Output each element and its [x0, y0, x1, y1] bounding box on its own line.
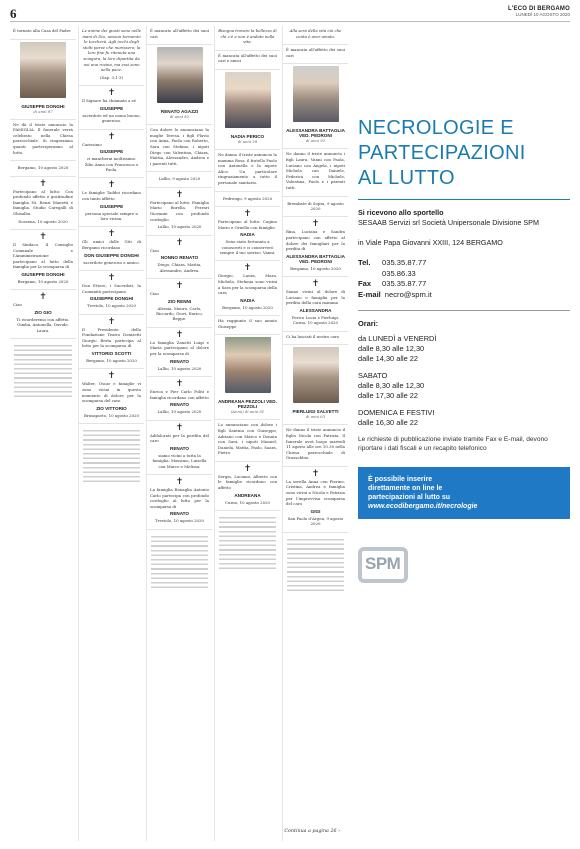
portrait-photo	[293, 347, 339, 403]
obituary-notice	[79, 130, 144, 179]
deceased-name: RENATO	[170, 402, 189, 408]
deceased-name: NADIA	[240, 297, 255, 303]
obituary-notice	[283, 405, 348, 425]
notice-signature: Ti ricorderemo con affetto. Gimba, Antonella, Davide, Laura.	[16, 316, 70, 333]
obituary-notice	[10, 177, 76, 230]
cross-icon: ✝	[107, 180, 116, 191]
notice-text: È mancata all'affetto dei suoi cari	[286, 47, 345, 58]
cross-icon: ✝	[311, 468, 320, 479]
promo-url-link[interactable]: www.ecodibergamo.it/necrologie	[368, 503, 478, 510]
notice-text: È mancato all'affetto dei suoi cari	[150, 28, 209, 39]
obituary-notice	[215, 261, 280, 316]
deceased-name: GIUSEPPE	[99, 203, 124, 209]
notice-text: Bisogna trovare la bellezza di chi c'è e non è andato nella vita.	[218, 28, 277, 45]
hours-slot: dalle 16,30 alle 22	[358, 418, 418, 427]
obituary-notice	[147, 421, 212, 475]
notice-signature: Dossena, 10 agosto 2020	[18, 218, 68, 224]
contacts	[358, 258, 570, 300]
portrait-photo	[157, 47, 203, 103]
notice-signature: Bergamo, 10 agosto 2020	[17, 278, 69, 284]
logo-text: SPM	[365, 554, 401, 573]
email-link[interactable]: necro@spm.it	[384, 289, 432, 299]
obituary-notice	[147, 377, 212, 421]
deceased-name: ALESSANDRA BATTAGLIA VED. PEDRONI	[286, 253, 345, 264]
deceased-age: (Anna) di anni 91	[230, 409, 265, 415]
notice-column	[214, 26, 280, 841]
obituary-notice	[147, 328, 212, 377]
notice-signature: Bergamo, 10 agosto 2020	[290, 265, 341, 271]
notice-text: Don Ettore, i Sacerdoti, la Comunità partecipano	[82, 282, 141, 294]
obituary-notice	[147, 172, 212, 187]
notice-signature: Brusaporto, 10 agosto 2020	[84, 412, 139, 418]
notice-text: Giorgio, Laura, Mara, Michela, Stefania sono vicini a Sara per la scomparsa della cara	[218, 273, 277, 296]
obituary-notice	[10, 120, 76, 162]
fax-number: 035.35.87.77	[382, 279, 427, 288]
notice-signature: Diego, Chiara, Mattia, Alessandro, Andrea.	[157, 262, 202, 273]
notice-text: Partecipano al lutto: Cugino Mario e Ornella con famiglie.	[218, 218, 277, 230]
notice-text: Ciao	[150, 247, 159, 253]
cross-icon: ✝	[175, 237, 184, 248]
obituary-notice	[10, 100, 76, 120]
email-label: E-mail	[358, 289, 381, 299]
notice-column	[146, 26, 212, 841]
obituary-notice	[79, 315, 144, 370]
deceased-name: VITTORIO SCOTTI	[91, 350, 132, 356]
notice-signature: siamo vicini a tutta la famiglia. Massimo, Luisella con Marco e Melissa.	[152, 452, 207, 469]
obituary-notice	[215, 420, 280, 462]
notice-signature: Bergamo, 10 agosto 2020	[86, 357, 137, 363]
obituary-notice	[283, 45, 348, 64]
cross-icon: ✝	[243, 263, 252, 274]
notice-signature: Alessia, Mauro, Carlo, Riccardo, Giovi, Enrico, Beppe.	[156, 305, 203, 322]
obituary-notice	[283, 467, 348, 533]
cross-icon: ✝	[107, 131, 116, 142]
notice-text: La famiglia Renaglia Antonio Carlo partecipa con profondo cordoglio al lutto per la scomparsa di	[150, 486, 209, 509]
obituary-notice	[283, 197, 348, 218]
cross-icon: ✝	[311, 279, 320, 290]
notice-signature: Sono stato fortunato a conoscerti e ci conserverò sempre il tuo sorriso. Vanni.	[219, 239, 276, 255]
deceased-name: RENATO	[170, 511, 189, 517]
obituary-notice	[10, 230, 76, 290]
fax-label: Fax	[358, 279, 372, 288]
notice-text: Ne danno il triste annuncio i figli Laura, Vanni con Paola, Luciano con Angela, i nipoti Michela con Daniele, Federica con Michele, Valentina, Paolo e i parenti tutti.	[286, 151, 345, 190]
page-number: 6	[10, 6, 17, 21]
obituary-notice	[79, 369, 144, 424]
hours-slot: dalle 8,30 alle 12,30	[358, 381, 425, 390]
notice-signature: Bergamo, 10 agosto 2020	[222, 304, 273, 310]
section-title-line: AL LUTTO	[358, 167, 455, 189]
masthead	[508, 6, 570, 17]
notice-signature: sacerdote generoso e amico.	[83, 259, 140, 265]
notice-text: Gli amici delle Giti di Bergamo ricordano	[82, 239, 141, 250]
obituary-notice	[147, 105, 212, 125]
notice-text: Lo annunciano con dolore i figli Santina con Giuseppe, Adriano con Marco e Donata con Sara, i nipoti Manuel, Daniela, Mattia, Paolo, Saara, Pietro.	[218, 422, 277, 456]
obituary-notice	[215, 207, 280, 261]
obituary-notice	[215, 51, 280, 70]
obituary-notice	[147, 475, 212, 530]
obituary-notice	[147, 279, 212, 328]
obituary-notice	[215, 462, 280, 511]
deceased-name: GIUSEPPE DONGHI	[89, 296, 134, 302]
obituary-notice	[283, 26, 348, 45]
deceased-name: PIERLUIGI SALVETTI	[292, 409, 339, 415]
obituary-notice	[215, 316, 280, 335]
notice-signature: Lallio, 10 agosto 2020	[157, 365, 202, 371]
obituary-notice	[10, 26, 76, 40]
deceased-name: RENATO	[170, 445, 189, 451]
notice-text: Alla sera della vita ciò che conta è aver amato.	[289, 28, 342, 39]
deceased-age: di anni 63	[305, 414, 326, 420]
hours-label: Orari:	[358, 319, 379, 328]
obituary-notice	[215, 130, 280, 150]
continued-note: Continua a pagina 26 ›	[284, 829, 340, 834]
notice-signature: Pedrengo, 9 agosto 2020	[222, 195, 273, 201]
obituary-notice	[10, 290, 76, 339]
cross-icon: ✝	[311, 219, 320, 230]
deceased-name: ALESSANDRA BATTAGLIA VED. PEDRONI	[286, 128, 345, 139]
notice-signature: ci mancherai moltissimo. Zilio Anna con Francesca e Paola.	[84, 156, 139, 172]
deceased-age: di anni 92	[305, 138, 326, 144]
promo-line: È possibile inserire	[368, 476, 433, 483]
notice-signature: (Sap. 3,1-3)	[100, 74, 123, 80]
obituary-notice	[79, 271, 144, 315]
notice-signature: Perico Lucia e Pierluigi. Curno, 10 agosto 2020	[291, 314, 340, 326]
notice-text: Partecipano al lutto: Con profondo affetto e gratitudine famiglia Ni, Renzi Manetti e famiglia. Studio Caregalli di Ghisalba.	[13, 188, 73, 216]
obituary-notice	[147, 236, 212, 279]
cross-icon: ✝	[175, 280, 184, 291]
text-filler	[287, 536, 344, 592]
cross-icon: ✝	[175, 378, 184, 389]
notice-text: Ne danno il triste annuncio il figlio Nicola con Patrizia. Il funerale avrà luogo martedì 11 agosto alle ore 10.30 nella Chiesa parrocchiale di Grassobbio.	[286, 427, 345, 461]
deceased-name: ANDREANA PEZZOLI VED. PEZZOLI	[218, 399, 277, 410]
cross-icon: ✝	[107, 316, 116, 327]
spm-logo	[358, 547, 408, 583]
notice-text: Partecipano al lutto: Famiglia Mario Borella, Ferrari Giovanni con profondo cordoglio.	[150, 199, 209, 222]
deceased-name: RENATO AGAZZI	[160, 109, 199, 115]
office-address: in Viale Papa Giovanni XXIII, 124 BERGAMO	[358, 238, 503, 247]
notice-text: Con dolore lo annunciano la moglie Teresa, i figli Flavio con Anna, Paola con Roberto, Sara con Stefano, i nipoti Diego con Valentina, Chiara, Mattia, Alessandro, Andrea e i parenti tutti.	[150, 127, 209, 166]
obituary-notice	[215, 395, 280, 420]
cross-icon: ✝	[39, 292, 47, 303]
notice-signature: Curno, 10 agosto 2020	[224, 499, 271, 505]
hours-days: da LUNEDÌ a VENERDÌ	[358, 334, 437, 343]
section-title-line: NECROLOGIE E	[358, 117, 514, 139]
deceased-name: NONNO RENATO	[160, 255, 199, 261]
obituary-notice	[215, 192, 280, 207]
section-title-line: PARTECIPAZIONI	[358, 142, 526, 164]
notice-column	[282, 26, 348, 841]
notice-signature: Treviolo, 10 agosto 2020	[87, 303, 136, 309]
online-promo[interactable]	[358, 467, 570, 519]
cross-icon: ✝	[107, 88, 116, 99]
section-title	[358, 116, 570, 200]
notice-text: Ciao	[13, 302, 22, 308]
deceased-name: GIUSEPPE DONGHI	[21, 103, 65, 109]
notice-column	[10, 26, 76, 841]
office-intro: Si ricevono allo sportello	[358, 208, 444, 217]
office-info	[358, 208, 570, 228]
notice-text: Ciao	[150, 290, 159, 296]
deceased-age: di anni 87	[33, 108, 53, 114]
cross-icon: ✝	[39, 178, 47, 189]
notice-text: È mancata all'affetto dei suoi cari e amici	[218, 52, 277, 64]
obituary-notice	[79, 227, 144, 271]
notice-text: Le anime dei giusti sono nelle mani di Dio, nessun tormento le toccherà. Agli occhi degli stolti parve che morissero; la loro fine fu ritenuta una sciagura, la loro dipartita da noi una rovina, ma essi sono nella pace.	[82, 28, 141, 73]
office-name: SESAAB Servizi srl Società Unipersonale Divisione SPM	[358, 218, 539, 227]
deceased-name: ZIO VITTORIO	[96, 405, 127, 411]
hours-slot: dalle 14,30 alle 22	[358, 354, 418, 363]
obituary-notice	[147, 26, 212, 45]
submission-note: Le richieste di pubblicazione inviate tramite Fax e E-mail, devono riportare i dati fiscali e un recapito telefonico	[358, 436, 548, 452]
deceased-name: GIGI	[310, 508, 321, 514]
notice-text: Siamo vicini al dolore di Luciano e famiglia per la perdita della cara mamma	[286, 289, 345, 306]
notice-column	[78, 26, 144, 841]
opening-hours	[358, 310, 570, 453]
text-filler	[14, 342, 72, 398]
obituary-notice	[283, 425, 348, 467]
portrait-photo	[225, 337, 271, 393]
promo-line: direttamente on line le	[368, 485, 443, 492]
obituary-notice	[283, 124, 348, 149]
cross-icon: ✝	[175, 476, 184, 487]
deceased-name: NADIA	[240, 232, 255, 238]
notice-text: Ne dà il triste annuncio la FAMIGLIA. Il funerale verrà celebrato nella Chiesa parrocchiale. Si ringraziano quanti parteciperanno al lutto.	[13, 121, 73, 155]
cross-icon: ✝	[175, 189, 184, 200]
notice-text: Walter, Oscar e famiglie vi sono vicini in questo momento di dolore per la scomparsa del caro	[82, 381, 141, 404]
notice-text: Il Sindaco, il Consiglio Comunale e l'Amministrazione partecipano al lutto della famiglia per la scomparsa di	[13, 241, 73, 270]
deceased-name: GIUSEPPE	[99, 105, 124, 111]
notice-signature: Treviolo, 10 agosto 2020	[155, 518, 204, 524]
text-filler	[83, 427, 140, 483]
notice-signature: Brembate di Sopra, 9 agosto 2020	[287, 200, 344, 211]
notice-text: È tornato alla Casa del Padre	[13, 28, 71, 33]
notice-text: Enrica e Pier Carlo Politi e famiglia ricordano con affetto	[150, 388, 209, 400]
obituary-notice	[147, 125, 212, 172]
deceased-name: RENATO	[170, 358, 189, 364]
notice-text: La sorella Anna con Pierino, Cristina, Andrea e famiglia sono vicini a Nicola e Patrizia per l'improvvisa scomparsa del caro	[286, 478, 345, 507]
notice-signature: Lallio, 10 agosto 2020	[157, 224, 202, 230]
issue-date: LUNEDÌ 10 AGOSTO 2020	[515, 12, 570, 17]
page-header	[10, 6, 570, 22]
text-filler	[151, 533, 208, 589]
cross-icon: ✝	[107, 229, 116, 240]
cross-icon: ✝	[243, 208, 252, 219]
hours-days: DOMENICA E FESTIVI	[358, 408, 435, 417]
text-filler	[219, 514, 276, 570]
notice-text: Ci ha lasciati il nostro caro	[286, 333, 340, 339]
notice-signature: persona speciale sempre a loro vicina.	[85, 210, 138, 221]
obituary-notice	[79, 26, 144, 86]
portrait-photo	[225, 72, 271, 128]
obituary-notice	[10, 161, 76, 176]
obituary-notice	[215, 150, 280, 192]
hours-saturday	[358, 371, 570, 401]
obituary-notice	[79, 86, 144, 129]
notice-signature: Bergamo, 10 agosto 2020	[17, 165, 69, 171]
deceased-name: GIUSEPPE DONGHI	[21, 271, 65, 277]
obituary-notice	[283, 332, 348, 346]
info-sidebar	[358, 26, 570, 841]
tel-number[interactable]: 035.35.87.77	[382, 258, 427, 267]
promo-line: partecipazioni al lutto su	[368, 494, 451, 501]
notice-signature: Lallio, 9 agosto 2020	[158, 176, 201, 182]
notice-text: Ne danno il triste annuncio la mamma Rosa, il fratello Paolo con Antonella e la nipote Alice. Un particolare ringraziamento a tutto il personale sanitario.	[218, 151, 277, 185]
hours-slot: dalle 8,30 alle 12,30	[358, 344, 425, 353]
notice-text: Il Signore ha chiamato a sé	[82, 98, 136, 104]
deceased-age: di anni 58	[237, 138, 258, 144]
notice-text: Ha raggiunto il suo amato Giuseppe	[218, 318, 277, 329]
deceased-name: DON GIUSEPPE DONGHI	[84, 252, 139, 258]
notice-signature: San Paolo d'Argon, 9 agosto 2020	[287, 515, 344, 527]
hours-sunday	[358, 408, 570, 428]
deceased-name: ANDREANA	[234, 492, 261, 498]
obituary-columns	[10, 26, 350, 841]
notice-signature: sacerdote ed un uomo buono, generoso.	[82, 112, 141, 124]
notice-text: Rina, Luciana e Sandra partecipano con affetto al dolore dei famigliari per la perdita di	[286, 229, 345, 252]
notice-signature: Lallio, 10 agosto 2020	[157, 409, 202, 415]
tel-label: Tel.	[358, 258, 371, 267]
notice-text: Le famiglie Taddei ricordano con tanto affetto	[82, 190, 141, 201]
obituary-notice	[283, 149, 348, 196]
notice-text: Carissimo	[82, 141, 102, 147]
deceased-name: ALESSANDRA	[299, 307, 332, 313]
notice-text: Addolorati per la perdita del caro	[150, 432, 209, 444]
portrait-photo	[293, 66, 339, 122]
obituary-notice	[215, 26, 280, 51]
deceased-name: NADIA PERICO	[230, 133, 265, 139]
tel-number-2[interactable]: 035.86.33	[382, 268, 416, 278]
hours-weekdays	[358, 334, 570, 364]
paper-name: L'ECO DI BERGAMO	[508, 6, 570, 12]
portrait-photo	[20, 42, 66, 98]
notice-text: Sergio, Luciano, Alberto con le famiglie ricordano con affetto	[218, 473, 277, 491]
cross-icon: ✝	[175, 329, 184, 340]
hours-days: SABATO	[358, 371, 388, 380]
notice-text: Il Presidente della Fondazione Teatro Donizetti Giorgio Berta partecipa al lutto per la scomparsa di	[82, 326, 141, 349]
cross-icon: ✝	[107, 272, 116, 283]
deceased-name: GIUSEPPE	[99, 149, 124, 155]
obituary-notice	[79, 178, 144, 227]
deceased-age: di anni 82	[169, 114, 190, 120]
obituary-notice	[283, 277, 348, 332]
cross-icon: ✝	[243, 463, 252, 474]
deceased-name: ZIO GIO	[34, 309, 52, 315]
cross-icon: ✝	[107, 371, 116, 382]
hours-slot: dalle 17,30 alle 22	[358, 391, 418, 400]
obituary-notice	[147, 188, 212, 236]
deceased-name: ZIO RENNI	[167, 298, 192, 304]
cross-icon: ✝	[39, 231, 47, 242]
obituary-notice	[283, 217, 348, 277]
notice-text: La famiglia Zanotti Luigi e Maria partecipano al dolore per la scomparsa di	[150, 339, 209, 356]
cross-icon: ✝	[175, 422, 184, 433]
